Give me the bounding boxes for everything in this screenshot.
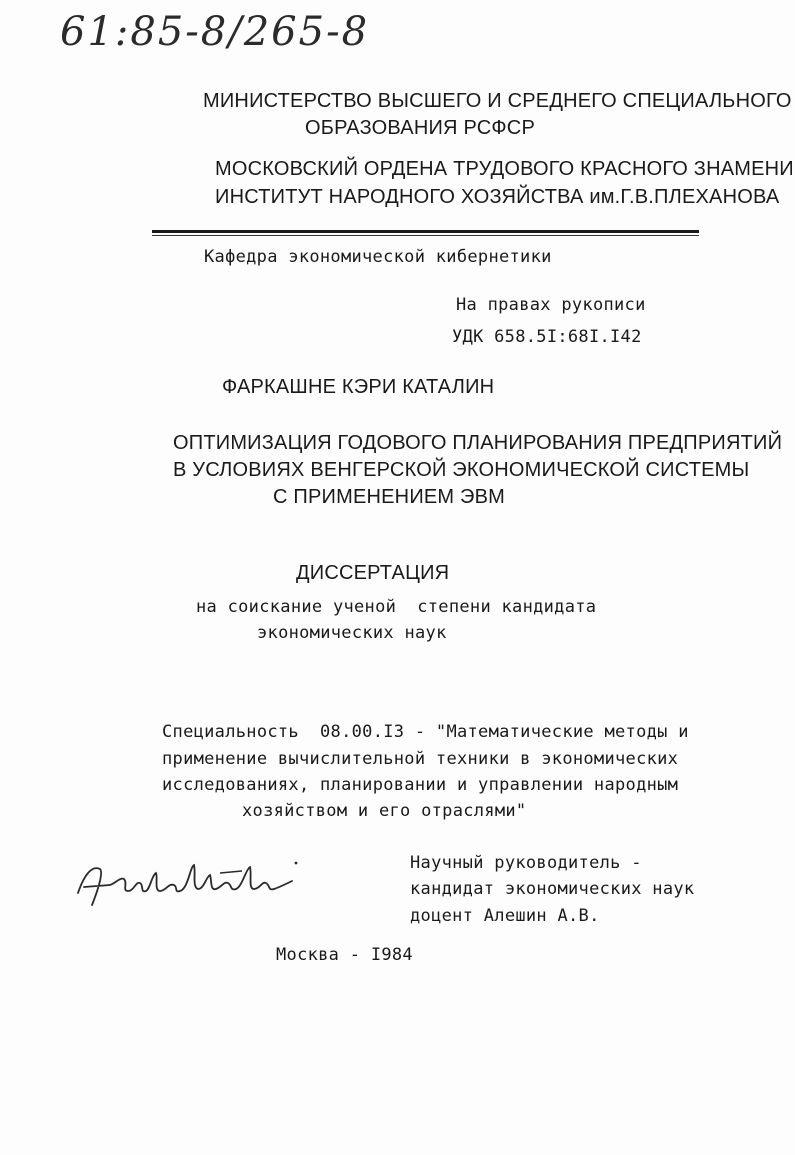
specialty-line-3: исследованиях, планировании и управлении народным [162, 775, 679, 795]
document-type: ДИССЕРТАЦИЯ [296, 562, 450, 584]
header-divider-thick [152, 230, 699, 233]
specialty-line-2: применение вычислительной техники в экономических [162, 749, 679, 769]
degree-line-2: экономических наук [257, 623, 447, 643]
institute-line-2: ИНСТИТУТ НАРОДНОГО ХОЗЯЙСТВА им.Г.В.ПЛЕХАНОВА [215, 186, 780, 208]
rights-note: На правах рукописи [456, 295, 646, 315]
ministry-line-2: ОБРАЗОВАНИЯ РСФСР [305, 117, 535, 139]
supervisor-line-2: кандидат экономических наук [410, 879, 695, 899]
supervisor-line-3: доцент Алешин А.В. [410, 906, 600, 926]
degree-line-1: на соискание ученой степени кандидата [196, 597, 597, 617]
header-divider-thin [152, 235, 699, 236]
author-name: ФАРКАШНЕ КЭРИ КАТАЛИН [222, 376, 495, 398]
specialty-line-1: Специальность 08.00.I3 - "Математические методы и [162, 722, 689, 742]
specialty-line-4: хозяйством и его отраслями" [242, 801, 527, 821]
supervisor-line-1: Научный руководитель - [410, 853, 642, 873]
institute-line-1: МОСКОВСКИЙ ОРДЕНА ТРУДОВОГО КРАСНОГО ЗНАМЕНИ [215, 158, 794, 180]
place-and-year: Москва - I984 [276, 945, 413, 965]
title-line-2: В УСЛОВИЯХ ВЕНГЕРСКОЙ ЭКОНОМИЧЕСКОЙ СИСТЕМЫ [173, 459, 750, 481]
ministry-line-1: МИНИСТЕРСТВО ВЫСШЕГО И СРЕДНЕГО СПЕЦИАЛЬНОГО [203, 90, 792, 112]
title-line-3: С ПРИМЕНЕНИЕМ ЭВМ [273, 486, 506, 508]
author-signature [70, 855, 310, 915]
archive-code-handwritten: 61:85-8/265-8 [60, 9, 370, 55]
department: Кафедра экономической кибернетики [204, 247, 552, 267]
title-line-1: ОПТИМИЗАЦИЯ ГОДОВОГО ПЛАНИРОВАНИЯ ПРЕДПРИЯТИЙ [173, 432, 783, 454]
udc-code: УДК 658.5I:68I.I42 [452, 327, 642, 347]
